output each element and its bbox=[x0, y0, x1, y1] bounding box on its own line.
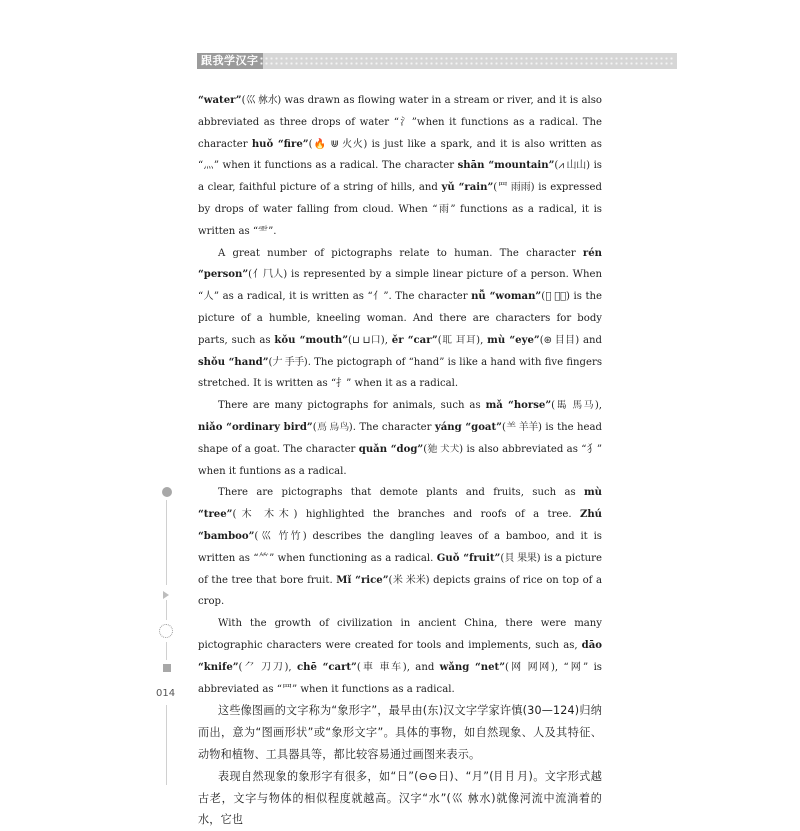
text-run: ( bbox=[501, 421, 506, 433]
pictograph-glyphs: ⊛ 目目 bbox=[543, 334, 576, 346]
pictograph-glyphs: 巛 沝水 bbox=[245, 95, 278, 106]
text-run: ( bbox=[541, 291, 546, 303]
chapter-header bbox=[197, 53, 677, 69]
text-run: ( bbox=[388, 574, 393, 586]
margin-line bbox=[166, 642, 167, 660]
english-paragraph bbox=[198, 482, 602, 613]
term-label: mù “eye” bbox=[487, 334, 540, 346]
text-run: ( bbox=[268, 356, 273, 368]
term-label: Mǐ “rice” bbox=[336, 574, 389, 586]
margin-line bbox=[166, 705, 167, 785]
term-label: dāo “knife” bbox=[198, 639, 602, 673]
text-run: ) is the head shape of a goat. The character bbox=[198, 421, 602, 455]
pictograph-glyphs: ⽊ 木木 bbox=[236, 509, 294, 521]
text-run: ) is the picture of a humble, kneeling woman. And there are characters for body parts, such as bbox=[198, 291, 602, 346]
pictograph-glyphs: 𩡧 馬马 bbox=[555, 400, 595, 412]
text-run: ). The pictograph of “hand” is like a hand with five fingers stretched. It is written as “扌” when it as a radical. bbox=[198, 356, 602, 390]
chapter-title: 跟我学汉字 bbox=[197, 53, 263, 69]
term-label: kǒu “mouth” bbox=[274, 334, 349, 346]
text-run: ), “网” is abbreviated as “⺲” when it functions as a radical. bbox=[198, 661, 602, 695]
margin-triangle-icon bbox=[163, 591, 169, 599]
term-label: Zhú “bamboo” bbox=[198, 509, 602, 542]
term-label: niǎo “ordinary bird” bbox=[198, 421, 313, 433]
text-run: ), bbox=[380, 334, 392, 346]
text-run: ( bbox=[551, 400, 556, 412]
term-label: mù “tree” bbox=[198, 487, 602, 521]
pictograph-glyphs: 亻⺇人 bbox=[252, 269, 284, 281]
term-label: nǚ “woman” bbox=[471, 291, 542, 303]
term-label: “water” bbox=[198, 95, 242, 106]
term-label: yáng “goat” bbox=[434, 421, 502, 433]
text-run: With the growth of civilization in ancient China, there were many pictographic characters were created for tools and implements, such as, bbox=[198, 618, 602, 651]
text-run: ). The character bbox=[348, 421, 435, 433]
text-run: ( bbox=[308, 138, 313, 150]
text-run: ) highlighted the branches and roofs of a tree. bbox=[293, 509, 580, 521]
text-run: ( bbox=[539, 334, 544, 346]
page-number: 014 bbox=[156, 688, 176, 699]
text-run: ( bbox=[505, 661, 509, 673]
text-run: ( bbox=[493, 182, 498, 194]
term-label: mǎ “horse” bbox=[485, 400, 552, 412]
text-run: ( bbox=[312, 421, 317, 433]
term-label: shān “mountain” bbox=[457, 160, 555, 172]
pictograph-glyphs: ⊔ ⊔口 bbox=[351, 334, 381, 346]
term-label: quǎn “dog” bbox=[358, 443, 424, 455]
margin-line bbox=[166, 600, 167, 620]
text-run: ( bbox=[554, 160, 559, 172]
term-label: wǎng “net” bbox=[439, 661, 506, 673]
term-label: Guǒ “fruit” bbox=[436, 552, 501, 564]
text-run: ) describes the dangling leaves of a bamboo, and it is written as “⺮” when functioning as a radical. bbox=[198, 530, 602, 564]
pictograph-glyphs: ⾞ 車车 bbox=[360, 661, 403, 673]
term-label: ěr “car” bbox=[391, 334, 438, 346]
chinese-paragraph: 这些像图画的文字称为“象形字”，最早由(东)汉文字学家许慎(30—124)归纳而出，意为“图画形状”或“象形文字”。具体的事物，如自然现象、人及其特征、动物和植物、工具器具等，都比较容易通过画图来表示。 bbox=[198, 704, 602, 761]
text-run: ( bbox=[238, 661, 243, 673]
text-run: A great number of pictographs relate to human. The character bbox=[218, 247, 583, 259]
text-run: ( bbox=[241, 95, 246, 106]
text-run: ( bbox=[500, 552, 505, 564]
margin-line bbox=[166, 500, 167, 585]
margin-dot-icon bbox=[162, 487, 172, 497]
text-run: ( bbox=[248, 269, 253, 281]
pictograph-glyphs: ⽶ 米米 bbox=[392, 574, 426, 586]
text-run: ) is a clear, faithful picture of a string of hills, and bbox=[198, 160, 602, 194]
english-paragraph bbox=[198, 90, 602, 243]
text-run: ) and bbox=[575, 334, 602, 346]
term-label: chē “cart” bbox=[297, 661, 357, 673]
pictograph-glyphs: 🔥 ⋓ 火火 bbox=[312, 138, 364, 150]
text-run: ( bbox=[437, 334, 442, 346]
term-label: shǒu “hand” bbox=[198, 356, 269, 368]
pictograph-glyphs: 𤜣 犬犬 bbox=[427, 443, 460, 455]
english-paragraph bbox=[198, 395, 602, 482]
pictograph-glyphs: 𦔮 耳耳 bbox=[441, 334, 477, 346]
text-run: ) is a picture of the tree that bore fruit. bbox=[198, 552, 602, 586]
text-run: ( bbox=[232, 509, 237, 521]
pictograph-glyphs: ⼮ 竹竹 bbox=[258, 530, 303, 542]
text-run: ) is expressed by drops of water falling from cloud. When “雨” functions as a radical, it is written as “⻗”. bbox=[198, 182, 602, 237]
pictograph-glyphs: ⺷ 羊羊 bbox=[505, 421, 538, 433]
text-run: ) is just like a spark, and it is also written as “灬” when it functions as a radical. The character bbox=[198, 138, 602, 172]
header-dot-pattern bbox=[259, 56, 675, 66]
text-run: ( bbox=[423, 443, 428, 455]
text-run: ), and bbox=[402, 661, 440, 673]
chinese-paragraph: 表现自然现象的象形字有很多，如“日”(⊖⊖日)、“月”(⺝⺝月)。文字形式越古老，文字与物体的相似程度就越高。汉字“水”(巛 沝水)就像河流中流淌着的水，它也 bbox=[198, 769, 602, 827]
text-run: There are many pictographs for animals, such as bbox=[218, 400, 486, 412]
pictograph-glyphs: ⺫ 雨雨 bbox=[497, 182, 531, 194]
text-run: There are pictographs that demote plants and fruits, such as bbox=[218, 487, 584, 499]
text-run: ) is also abbreviated as “犭” when it funtions as a radical. bbox=[198, 443, 603, 477]
body-text bbox=[198, 90, 602, 831]
pictograph-glyphs: ⺈ 刀刀 bbox=[242, 661, 285, 673]
pictograph-glyphs: 𠂇 手手 bbox=[272, 356, 304, 368]
term-label: yǔ “rain” bbox=[441, 182, 494, 194]
text-run: ), bbox=[594, 400, 602, 412]
text-run: ), bbox=[476, 334, 488, 346]
text-run: ) depicts grains of rice on top of a crop. bbox=[198, 574, 602, 608]
margin-square-icon bbox=[163, 664, 171, 672]
text-run: ( bbox=[254, 530, 259, 542]
pictograph-glyphs: ⩘ 山山 bbox=[558, 160, 587, 172]
term-label: rén “person” bbox=[198, 247, 602, 281]
pictograph-glyphs: ⾙ 果果 bbox=[504, 552, 537, 564]
text-run: ) was drawn as flowing water in a stream or river, and it is also abbreviated as three drops of water “氵”when it functions as a radical. The character bbox=[198, 95, 603, 150]
english-paragraph bbox=[198, 613, 602, 700]
term-label: huǒ “fire” bbox=[251, 138, 309, 150]
margin-dotted-circle-icon bbox=[159, 624, 173, 638]
pictograph-glyphs: ⽹ 网网 bbox=[508, 661, 551, 673]
text-run: ( bbox=[348, 334, 352, 346]
text-run: ) is represented by a simple linear picture of a person. When “人” as a radical, it is written as “亻”. The character bbox=[198, 269, 603, 303]
english-paragraph bbox=[198, 243, 602, 396]
pictograph-glyphs: 𡛤 女女 bbox=[545, 291, 567, 303]
text-run: ), bbox=[284, 661, 297, 673]
pictograph-glyphs: 𩾏 鳥鸟 bbox=[316, 421, 349, 433]
text-run: ( bbox=[356, 661, 361, 673]
